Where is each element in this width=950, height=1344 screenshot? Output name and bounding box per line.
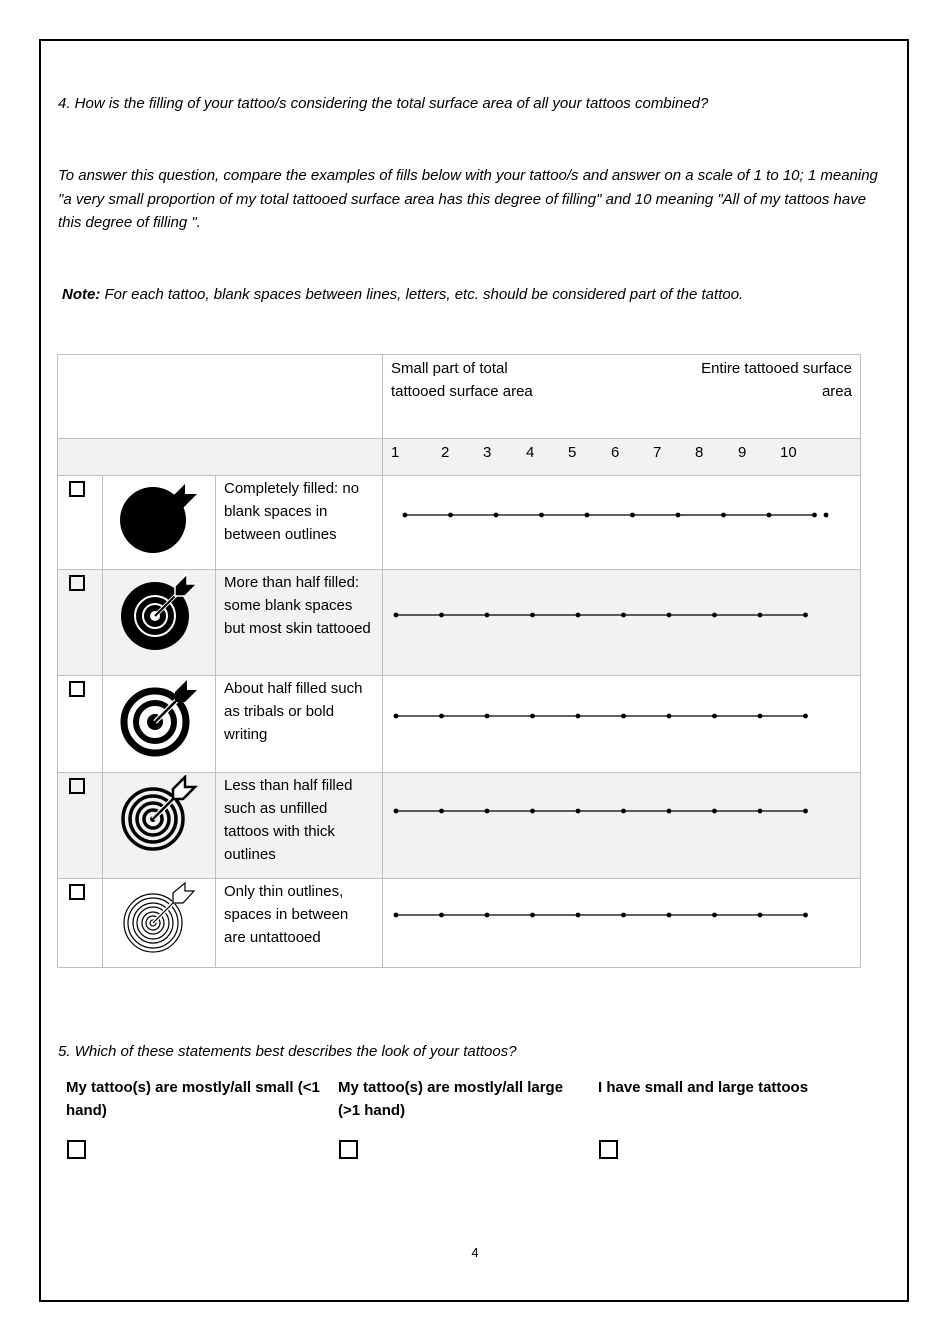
scale-point[interactable] xyxy=(485,613,490,618)
scale-row-less-than-half xyxy=(58,773,861,879)
scale-point[interactable] xyxy=(721,513,726,518)
checkbox-cell xyxy=(58,676,103,773)
scale-point[interactable] xyxy=(621,913,626,918)
description-cell xyxy=(216,879,383,968)
scale-number: 5 xyxy=(568,444,577,461)
row-checkbox[interactable] xyxy=(69,778,85,794)
rating-scale-line[interactable] xyxy=(383,676,860,773)
scale-point[interactable] xyxy=(530,809,535,814)
option-large-label: My tattoo(s) are mostly/all large (>1 hand) xyxy=(338,1079,564,1119)
checkbox-cell xyxy=(58,773,103,879)
thick-outline-target-icon xyxy=(119,775,199,855)
scale-number: 3 xyxy=(483,444,492,461)
scale-point[interactable] xyxy=(439,613,444,618)
note-text: For each tattoo, blank spaces between lines, letters, etc. should be considered part of the tattoo. xyxy=(100,286,744,303)
rating-line-cell xyxy=(383,676,861,773)
scale-point[interactable] xyxy=(530,913,535,918)
row-checkbox[interactable] xyxy=(69,481,85,497)
scale-point[interactable] xyxy=(394,809,399,814)
icon-cell xyxy=(103,476,216,570)
row-checkbox[interactable] xyxy=(69,575,85,591)
rating-scale-line[interactable] xyxy=(383,879,860,968)
description-cell xyxy=(216,570,383,676)
rating-line-cell xyxy=(383,773,861,879)
scale-point[interactable] xyxy=(667,613,672,618)
rating-line-cell xyxy=(383,570,861,676)
icon-cell xyxy=(103,773,216,879)
scale-point[interactable] xyxy=(621,809,626,814)
scale-point[interactable] xyxy=(712,809,717,814)
scale-point[interactable] xyxy=(767,513,772,518)
scale-point[interactable] xyxy=(667,714,672,719)
scale-point[interactable] xyxy=(758,613,763,618)
row-description: More than half filled: some blank spaces but most skin tattooed xyxy=(224,574,371,637)
solid-target-icon xyxy=(119,478,199,558)
description-cell xyxy=(216,676,383,773)
rating-scale-line[interactable] xyxy=(383,773,860,879)
scale-point[interactable] xyxy=(667,809,672,814)
icon-cell xyxy=(103,570,216,676)
question-5-text: 5. Which of these statements best describes the look of your tattoos? xyxy=(58,1043,517,1060)
scale-point[interactable] xyxy=(630,513,635,518)
page-number: 4 xyxy=(471,1245,479,1260)
scale-point[interactable] xyxy=(485,913,490,918)
mostly-filled-target-icon xyxy=(119,572,199,652)
scale-row-about-half xyxy=(58,676,861,773)
scale-row-thin-outlines xyxy=(58,879,861,968)
row-description: Less than half filled such as unfilled tattoos with thick outlines xyxy=(224,777,353,863)
option-mixed-checkbox[interactable] xyxy=(599,1140,618,1159)
checkbox-cell xyxy=(58,570,103,676)
numbers-empty-cell xyxy=(58,439,383,476)
row-description: Completely filled: no blank spaces in between outlines xyxy=(224,480,360,543)
scale-point[interactable] xyxy=(803,809,808,814)
rating-scale-line[interactable] xyxy=(383,476,860,570)
checkbox-cell xyxy=(58,476,103,570)
description-cell xyxy=(216,476,383,570)
question-4-note xyxy=(62,283,892,307)
scale-point[interactable] xyxy=(494,513,499,518)
scale-point[interactable] xyxy=(539,513,544,518)
scale-number: 9 xyxy=(738,444,747,461)
scale-point[interactable] xyxy=(439,714,444,719)
scale-point[interactable] xyxy=(576,714,581,719)
scale-point[interactable] xyxy=(824,513,829,518)
rating-line-cell xyxy=(383,879,861,968)
scale-point[interactable] xyxy=(712,714,717,719)
scale-number: 4 xyxy=(526,444,535,461)
scale-point[interactable] xyxy=(394,913,399,918)
scale-point[interactable] xyxy=(621,714,626,719)
icon-cell xyxy=(103,879,216,968)
scale-point[interactable] xyxy=(576,809,581,814)
thin-outline-target-icon xyxy=(119,881,199,961)
scale-point[interactable] xyxy=(403,513,408,518)
row-checkbox[interactable] xyxy=(69,884,85,900)
scale-point[interactable] xyxy=(712,613,717,618)
checkbox-cell xyxy=(58,879,103,968)
scale-point[interactable] xyxy=(667,913,672,918)
scale-number: 10 xyxy=(780,444,797,461)
row-description: Only thin outlines, spaces in between are untattooed xyxy=(224,883,349,946)
option-small-checkbox[interactable] xyxy=(67,1140,86,1159)
scale-point[interactable] xyxy=(803,613,808,618)
half-filled-target-icon xyxy=(119,678,199,758)
scale-low-label: Small part of total tattooed surface area xyxy=(391,360,533,400)
question-4-instructions: To answer this question, compare the examples of fills below with your tattoo/s and answer on a scale of 1 to 10; 1 meaning "a very small proportion of my total tattooed surface area has this degree of filling" and 10 meaning "All of my tattoos have this degree of filling ". xyxy=(58,167,878,231)
option-small-label: My tattoo(s) are mostly/all small (<1 hand) xyxy=(66,1079,320,1119)
scale-high-label: Entire tattooed surface area xyxy=(701,360,852,400)
rating-scale-line[interactable] xyxy=(383,570,860,676)
row-checkbox[interactable] xyxy=(69,681,85,697)
scale-point[interactable] xyxy=(448,513,453,518)
scale-point[interactable] xyxy=(530,613,535,618)
scale-point[interactable] xyxy=(621,613,626,618)
row-description: About half filled such as tribals or bold writing xyxy=(224,680,363,743)
scale-number: 8 xyxy=(695,444,704,461)
scale-row-completely-filled xyxy=(58,476,861,570)
header-empty-cell xyxy=(58,355,383,439)
scale-point[interactable] xyxy=(758,809,763,814)
description-cell xyxy=(216,773,383,879)
note-label: Note: xyxy=(62,286,101,303)
fill-scale-table xyxy=(57,354,861,968)
question-4-text: 4. How is the filling of your tattoo/s considering the total surface area of all your tattoos combined? xyxy=(58,95,709,112)
scale-point[interactable] xyxy=(758,913,763,918)
scale-header xyxy=(383,355,861,439)
scale-point[interactable] xyxy=(676,513,681,518)
option-mixed-label: I have small and large tattoos xyxy=(598,1079,809,1096)
scale-point[interactable] xyxy=(758,714,763,719)
scale-row-more-than-half xyxy=(58,570,861,676)
scale-point[interactable] xyxy=(576,913,581,918)
scale-number: 1 xyxy=(391,444,400,461)
scale-point[interactable] xyxy=(394,714,399,719)
icon-cell xyxy=(103,676,216,773)
scale-point[interactable] xyxy=(394,613,399,618)
scale-point[interactable] xyxy=(585,513,590,518)
scale-point[interactable] xyxy=(439,913,444,918)
scale-point[interactable] xyxy=(439,809,444,814)
scale-point[interactable] xyxy=(485,809,490,814)
scale-number: 6 xyxy=(611,444,620,461)
option-large-checkbox[interactable] xyxy=(339,1140,358,1159)
rating-line-cell xyxy=(383,476,861,570)
scale-point[interactable] xyxy=(812,513,817,518)
scale-number: 2 xyxy=(441,444,450,461)
scale-numbers xyxy=(383,439,861,476)
scale-point[interactable] xyxy=(712,913,717,918)
scale-point[interactable] xyxy=(803,714,808,719)
scale-point[interactable] xyxy=(485,714,490,719)
scale-point[interactable] xyxy=(530,714,535,719)
scale-number: 7 xyxy=(653,444,662,461)
scale-point[interactable] xyxy=(803,913,808,918)
scale-point[interactable] xyxy=(576,613,581,618)
